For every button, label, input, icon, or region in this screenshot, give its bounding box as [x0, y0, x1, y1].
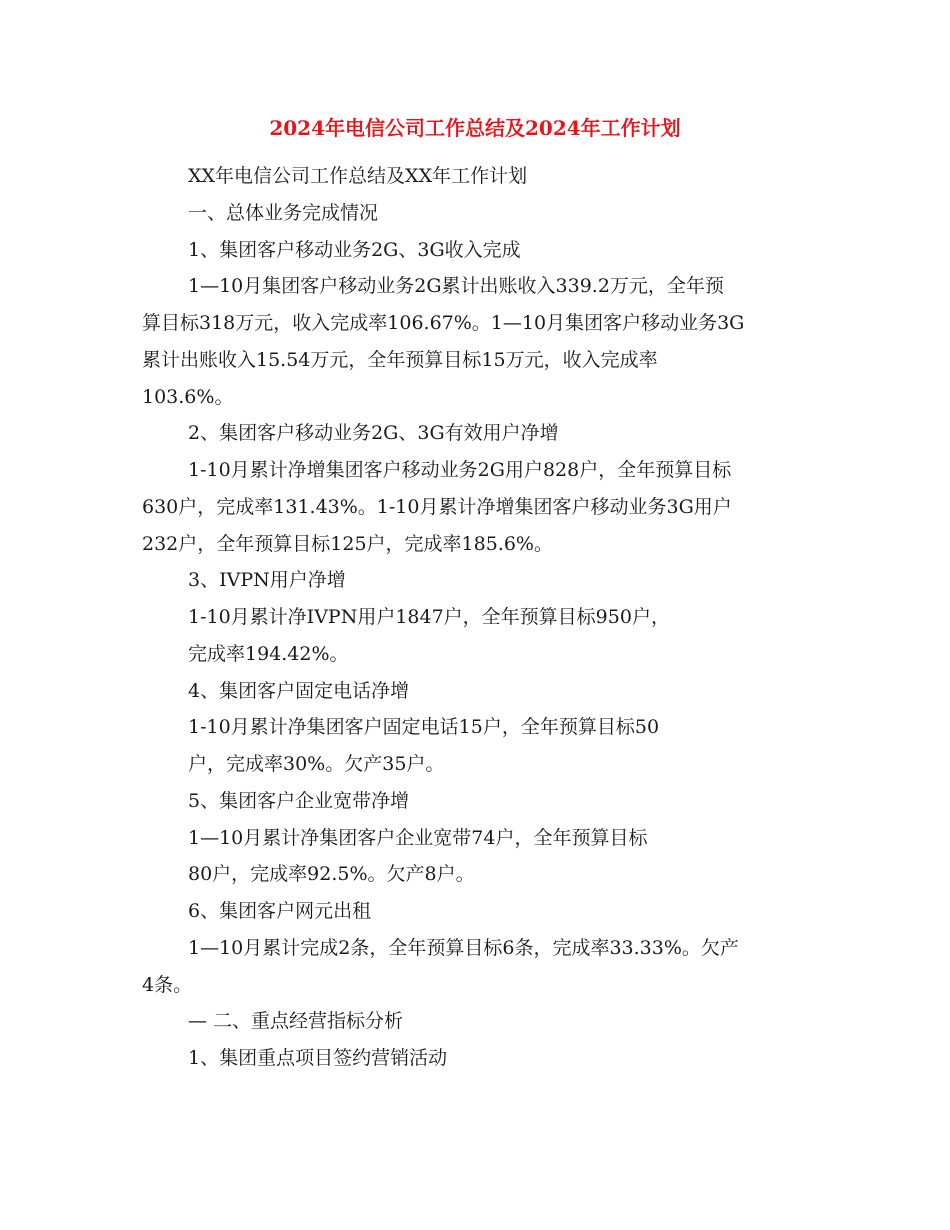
- section-heading: 一、总体业务完成情况: [188, 201, 379, 224]
- paragraph-line: 232户，全年预算目标125户，完成率185.6%。: [142, 532, 553, 555]
- section-heading: — 二、重点经营指标分析: [188, 1010, 404, 1033]
- paragraph-line: 户，完成率30%。欠产35户。: [188, 753, 445, 775]
- paragraph-line: 完成率194.42%。: [188, 642, 349, 665]
- item-heading: 2、集团客户移动业务2G、3G有效用户净增: [188, 422, 559, 445]
- paragraph-line: 累计出账收入15.54万元，全年预算目标15万元，收入完成率: [142, 348, 658, 371]
- item-heading: 1、集团客户移动业务2G、3G收入完成: [188, 238, 521, 261]
- item-heading: 4、集团客户固定电话净增: [188, 679, 410, 702]
- item-heading: 5、集团客户企业宽带净增: [188, 789, 410, 812]
- item-heading: 3、IVPN用户净增: [188, 569, 346, 592]
- paragraph-line: 630户，完成率131.43%。1-10月累计净增集团客户移动业务3G用户: [142, 495, 732, 518]
- document-title: 2024年电信公司工作总结及2024年工作计划: [269, 116, 681, 140]
- item-heading: 1、集团重点项目签约营销活动: [188, 1047, 448, 1069]
- paragraph-line: 算目标318万元，收入完成率106.67%。1—10月集团客户移动业务3G: [142, 312, 745, 334]
- item-heading: 6、集团客户网元出租: [188, 900, 372, 922]
- paragraph-line: 1-10月累计净IVPN用户1847户，全年预算目标950户，: [188, 606, 670, 628]
- paragraph-line: 1—10月累计净集团客户企业宽带74户，全年预算目标: [188, 826, 648, 849]
- paragraph-line: 80户，完成率92.5%。欠产8户。: [188, 863, 475, 886]
- paragraph-line: 1—10月集团客户移动业务2G累计出账收入339.2万元，全年预: [188, 275, 724, 298]
- subtitle-line: XX年电信公司工作总结及XX年工作计划: [188, 165, 528, 187]
- paragraph-line: 103.6%。: [142, 385, 234, 408]
- document-body: [142, 158, 814, 1077]
- paragraph-line: 1-10月累计净集团客户固定电话15户，全年预算目标50: [188, 716, 660, 739]
- paragraph-line: 1—10月累计完成2条，全年预算目标6条，完成率33.33%。欠产: [188, 936, 739, 959]
- paragraph-line: 4条。: [142, 973, 193, 996]
- paragraph-line: 1-10月累计净增集团客户移动业务2G用户828户，全年预算目标: [188, 459, 732, 481]
